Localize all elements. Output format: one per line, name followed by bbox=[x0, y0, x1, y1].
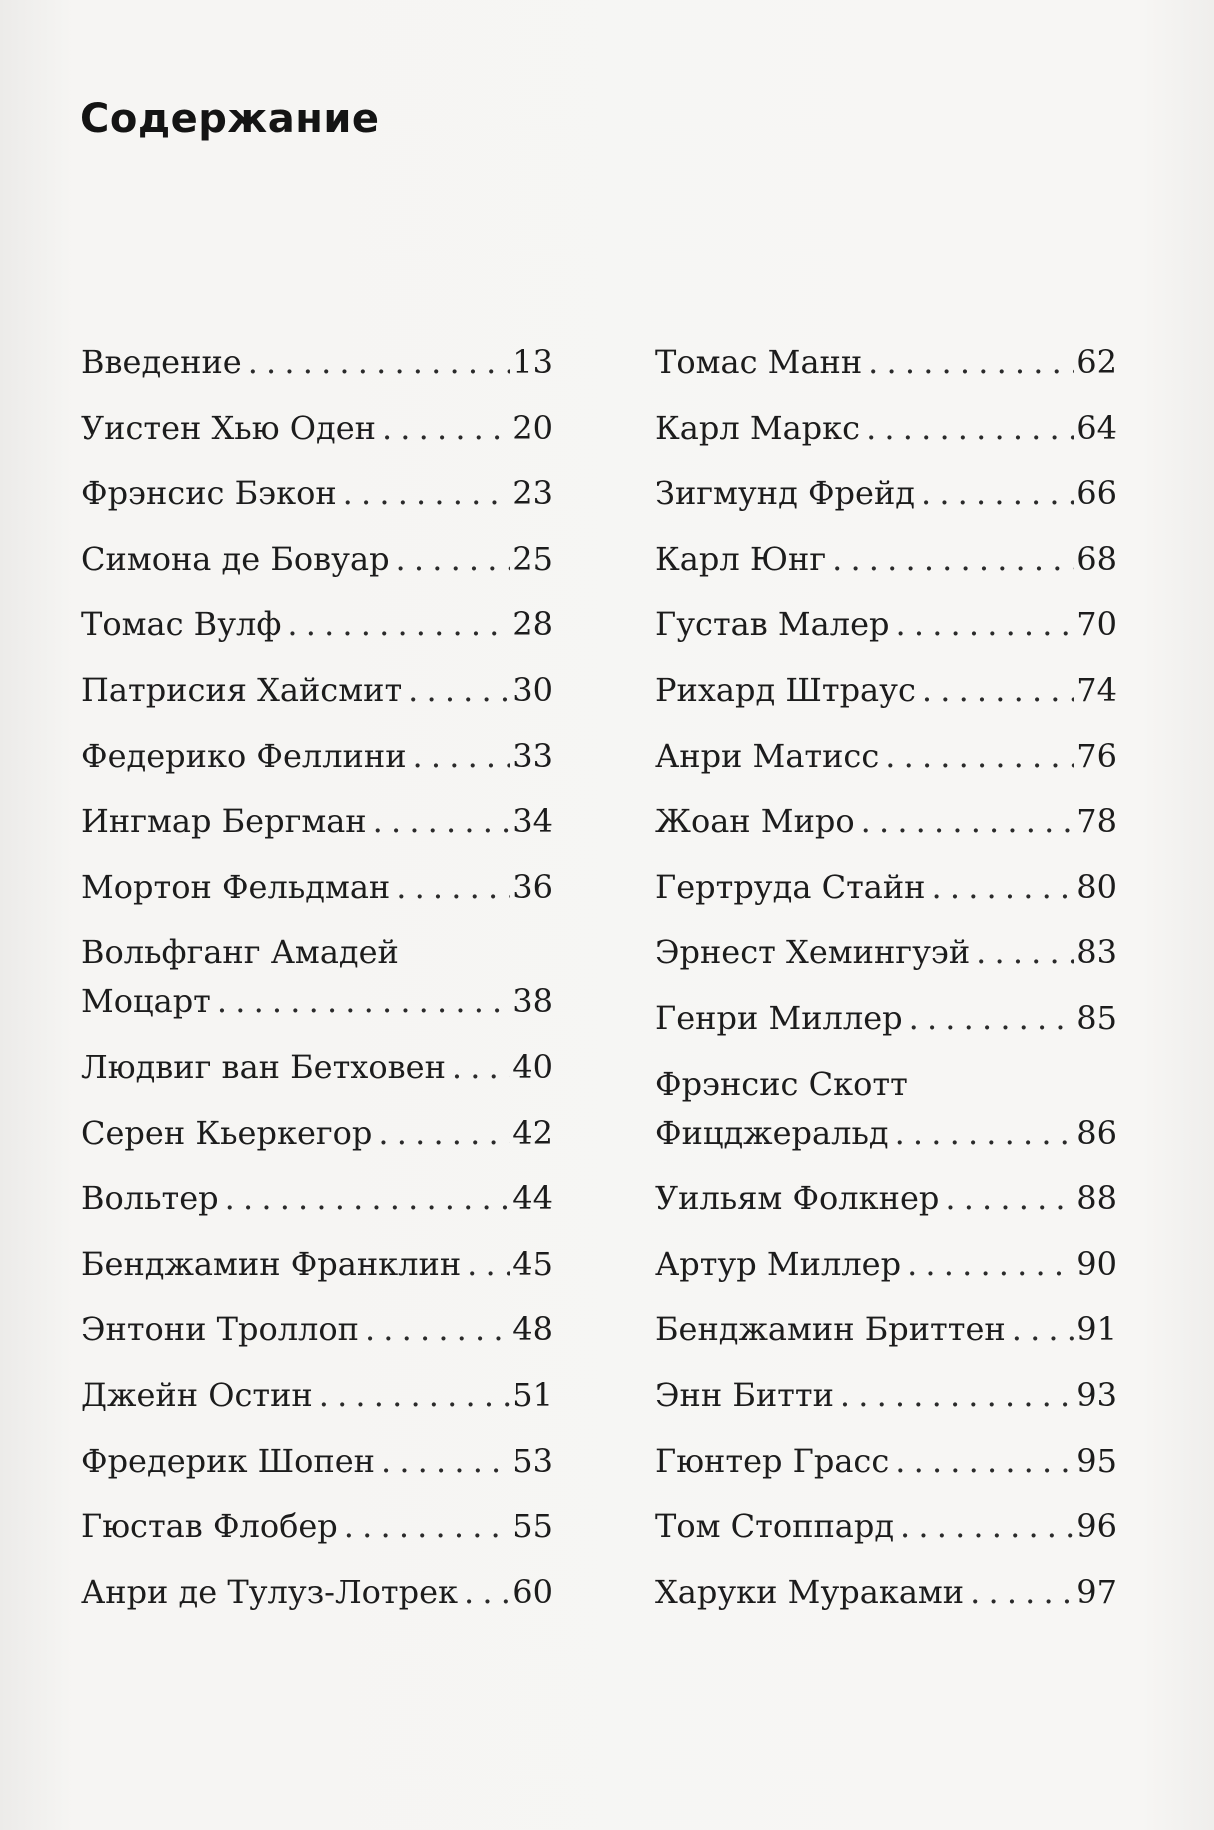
toc-entry-page: 55 bbox=[512, 1507, 553, 1546]
toc-entry bbox=[81, 600, 553, 649]
toc-entry bbox=[81, 1174, 553, 1223]
dot-leader bbox=[900, 1502, 1074, 1551]
toc-entry-page: 66 bbox=[1076, 474, 1117, 513]
dot-leader bbox=[840, 1371, 1074, 1420]
toc-right-column bbox=[655, 338, 1117, 1633]
toc-entry-page: 88 bbox=[1076, 1179, 1117, 1218]
toc-entry-name: Уильям Фолкнер bbox=[655, 1179, 940, 1218]
toc-entry-name: Уистен Хью Оден bbox=[81, 408, 376, 447]
toc-entry bbox=[655, 1437, 1117, 1486]
toc-entry-name: Жоан Миро bbox=[655, 802, 855, 841]
toc-entry-page: 78 bbox=[1076, 802, 1117, 841]
dot-leader bbox=[861, 797, 1075, 846]
dot-leader bbox=[396, 535, 511, 584]
toc-entry-name: Густав Малер bbox=[655, 605, 890, 644]
toc-entry-name: Карл Юнг bbox=[655, 539, 827, 578]
toc-entry-name: Карл Маркс bbox=[655, 408, 861, 447]
toc-entry-name: Энн Битти bbox=[655, 1375, 834, 1414]
toc-entry-line2 bbox=[655, 1109, 1117, 1158]
toc-entry-page: 74 bbox=[1076, 670, 1117, 709]
toc-entry-name: Энтони Троллоп bbox=[81, 1310, 359, 1349]
toc-entry-name: Томас Манн bbox=[655, 343, 863, 381]
toc-entry-page: 36 bbox=[512, 867, 553, 906]
toc-entry bbox=[655, 1060, 1117, 1158]
dot-leader bbox=[408, 666, 510, 715]
toc-entry-page: 80 bbox=[1076, 867, 1117, 906]
toc-entry bbox=[81, 1240, 553, 1289]
dot-leader bbox=[464, 1568, 510, 1617]
toc-entry-name: Харуки Мураками bbox=[655, 1572, 965, 1611]
toc-entry bbox=[655, 1240, 1117, 1289]
toc-entry-page: 34 bbox=[512, 802, 553, 841]
dot-leader bbox=[868, 338, 1074, 387]
toc-entry-page: 60 bbox=[512, 1572, 553, 1611]
toc-entry-page: 90 bbox=[1076, 1244, 1117, 1283]
dot-leader bbox=[344, 1502, 511, 1551]
toc-entry-page: 44 bbox=[512, 1179, 553, 1218]
dot-leader bbox=[896, 600, 1075, 649]
toc-entry bbox=[81, 863, 553, 912]
dot-leader bbox=[970, 1568, 1074, 1617]
toc-entry-name: Анри Матисс bbox=[655, 736, 880, 775]
toc-entry bbox=[81, 1502, 553, 1551]
dot-leader bbox=[921, 469, 1074, 518]
dot-leader bbox=[866, 404, 1074, 453]
toc-entry-page: 40 bbox=[512, 1047, 553, 1086]
toc-entry-name: Том Стоппард bbox=[655, 1507, 895, 1546]
toc-entry-name: Симона де Бовуар bbox=[81, 539, 390, 578]
dot-leader bbox=[895, 1109, 1075, 1158]
dot-leader bbox=[413, 732, 511, 781]
toc-entry bbox=[655, 600, 1117, 649]
dot-leader bbox=[467, 1240, 510, 1289]
dot-leader bbox=[365, 1305, 510, 1354]
toc-entry bbox=[81, 338, 553, 387]
toc-entry-page: 28 bbox=[512, 605, 553, 644]
toc-entry-page: 51 bbox=[512, 1375, 553, 1414]
toc-entry bbox=[655, 404, 1117, 453]
toc-entry-name: Федерико Феллини bbox=[81, 736, 407, 775]
toc-entry-name: Бенджамин Бриттен bbox=[655, 1310, 1006, 1349]
toc-entry bbox=[81, 1305, 553, 1354]
toc-entry bbox=[655, 1568, 1117, 1617]
toc-entry bbox=[81, 404, 553, 453]
dot-leader bbox=[248, 338, 511, 387]
toc-entry bbox=[655, 1502, 1117, 1551]
dot-leader bbox=[343, 469, 511, 518]
toc-entry-page: 64 bbox=[1076, 408, 1117, 447]
toc-entry-name: Вольтер bbox=[81, 1179, 219, 1218]
toc-entry bbox=[655, 1174, 1117, 1223]
toc-entry-page: 76 bbox=[1076, 736, 1117, 775]
toc-entry bbox=[81, 1109, 553, 1158]
toc-entry-name: Бенджамин Франклин bbox=[81, 1244, 462, 1283]
toc-entry-name: Фредерик Шопен bbox=[81, 1441, 375, 1480]
toc-entry-name: Гюстав Флобер bbox=[81, 1507, 338, 1546]
toc-entry-name: Мортон Фельдман bbox=[81, 867, 391, 906]
toc-entry bbox=[655, 338, 1117, 387]
toc-entry bbox=[81, 535, 553, 584]
toc-entry-page: 53 bbox=[512, 1441, 553, 1480]
toc-entry-name: Ингмар Бергман bbox=[81, 802, 367, 841]
toc-entry-name-line1: Фрэнсис Скотт bbox=[655, 1064, 908, 1103]
toc-entry-page: 33 bbox=[512, 736, 553, 775]
toc-entry-page: 86 bbox=[1076, 1113, 1117, 1152]
toc-entry-page: 95 bbox=[1076, 1441, 1117, 1480]
dot-leader bbox=[832, 535, 1074, 584]
toc-entry bbox=[81, 1568, 553, 1617]
dot-leader bbox=[287, 600, 510, 649]
dot-leader bbox=[895, 1437, 1074, 1486]
toc-entry-page: 20 bbox=[512, 408, 553, 447]
toc-left-column bbox=[81, 338, 553, 1633]
toc-entry bbox=[81, 1371, 553, 1420]
toc-entry-name: Джейн Остин bbox=[81, 1375, 313, 1414]
dot-leader bbox=[909, 994, 1075, 1043]
toc-entry-name: Зигмунд Фрейд bbox=[655, 474, 915, 513]
toc-entry-name: Гюнтер Грасс bbox=[655, 1441, 890, 1480]
toc-entry-page: 93 bbox=[1076, 1375, 1117, 1414]
toc-entry-name: Патрисия Хайсмит bbox=[81, 670, 403, 709]
toc-entry bbox=[655, 797, 1117, 846]
dot-leader bbox=[381, 1437, 510, 1486]
toc-entry-name: Моцарт bbox=[81, 982, 211, 1021]
page-title: Содержание bbox=[80, 96, 380, 142]
dot-leader bbox=[382, 404, 510, 453]
toc-entry-page: 30 bbox=[512, 670, 553, 709]
toc-entry-name: Генри Миллер bbox=[655, 998, 903, 1037]
dot-leader bbox=[885, 732, 1074, 781]
toc-entry-name: Рихард Штраус bbox=[655, 670, 916, 709]
toc-entry-line2 bbox=[81, 977, 553, 1026]
toc-entry-page: 48 bbox=[512, 1310, 553, 1349]
toc-entry bbox=[81, 797, 553, 846]
toc-entry bbox=[655, 994, 1117, 1043]
dot-leader bbox=[373, 797, 511, 846]
dot-leader bbox=[225, 1174, 511, 1223]
dot-leader bbox=[907, 1240, 1074, 1289]
dot-leader bbox=[396, 863, 510, 912]
toc-entry-page: 23 bbox=[512, 474, 553, 513]
toc-entry-name: Анри де Тулуз-Лотрек bbox=[81, 1572, 459, 1611]
dot-leader bbox=[922, 666, 1074, 715]
toc-entry bbox=[655, 1305, 1117, 1354]
dot-leader bbox=[452, 1043, 510, 1092]
toc-entry-name: Гертруда Стайн bbox=[655, 867, 926, 906]
toc-entry-page: 97 bbox=[1076, 1572, 1117, 1611]
dot-leader bbox=[217, 977, 510, 1026]
toc-entry-page: 25 bbox=[512, 539, 553, 578]
toc-entry-name: Серен Кьеркегор bbox=[81, 1113, 373, 1152]
toc-entry bbox=[81, 666, 553, 715]
toc-entry-name: Фицджеральд bbox=[655, 1113, 889, 1152]
toc-entry-name: Томас Вулф bbox=[81, 605, 282, 644]
toc-entry-page: 68 bbox=[1076, 539, 1117, 578]
toc-entry-page: 83 bbox=[1076, 933, 1117, 972]
toc-entry-page: 42 bbox=[512, 1113, 553, 1152]
toc-entry-page: 38 bbox=[512, 982, 553, 1021]
toc-entry-name: Фрэнсис Бэкон bbox=[81, 474, 337, 513]
dot-leader bbox=[378, 1109, 510, 1158]
toc-entry bbox=[81, 732, 553, 781]
toc-entry-name: Артур Миллер bbox=[655, 1244, 902, 1283]
dot-leader bbox=[932, 863, 1075, 912]
toc-entry-page: 85 bbox=[1076, 998, 1117, 1037]
toc-entry-name: Введение bbox=[81, 343, 242, 381]
dot-leader bbox=[976, 928, 1074, 977]
toc-entry bbox=[81, 1437, 553, 1486]
toc-entry bbox=[81, 928, 553, 1026]
toc-entry-name: Эрнест Хемингуэй bbox=[655, 933, 971, 972]
toc-entry-page: 96 bbox=[1076, 1507, 1117, 1546]
toc-entry-page: 70 bbox=[1076, 605, 1117, 644]
toc-entry bbox=[81, 1043, 553, 1092]
toc-entry bbox=[655, 928, 1117, 977]
toc-entry bbox=[81, 469, 553, 518]
toc-entry-page: 91 bbox=[1076, 1310, 1117, 1349]
toc-entry bbox=[655, 535, 1117, 584]
toc-entry-page: 45 bbox=[512, 1244, 553, 1283]
toc-entry-page: 62 bbox=[1076, 343, 1117, 381]
dot-leader bbox=[1012, 1305, 1075, 1354]
dot-leader bbox=[319, 1371, 511, 1420]
toc-entry bbox=[655, 863, 1117, 912]
toc-entry bbox=[655, 1371, 1117, 1420]
toc-entry bbox=[655, 732, 1117, 781]
toc-entry-name-line1: Вольфганг Амадей bbox=[81, 933, 399, 972]
toc-entry bbox=[655, 666, 1117, 715]
toc-entry bbox=[655, 469, 1117, 518]
dot-leader bbox=[945, 1174, 1074, 1223]
toc-entry-page: 13 bbox=[512, 343, 553, 381]
toc-entry-name: Людвиг ван Бетховен bbox=[81, 1047, 446, 1086]
